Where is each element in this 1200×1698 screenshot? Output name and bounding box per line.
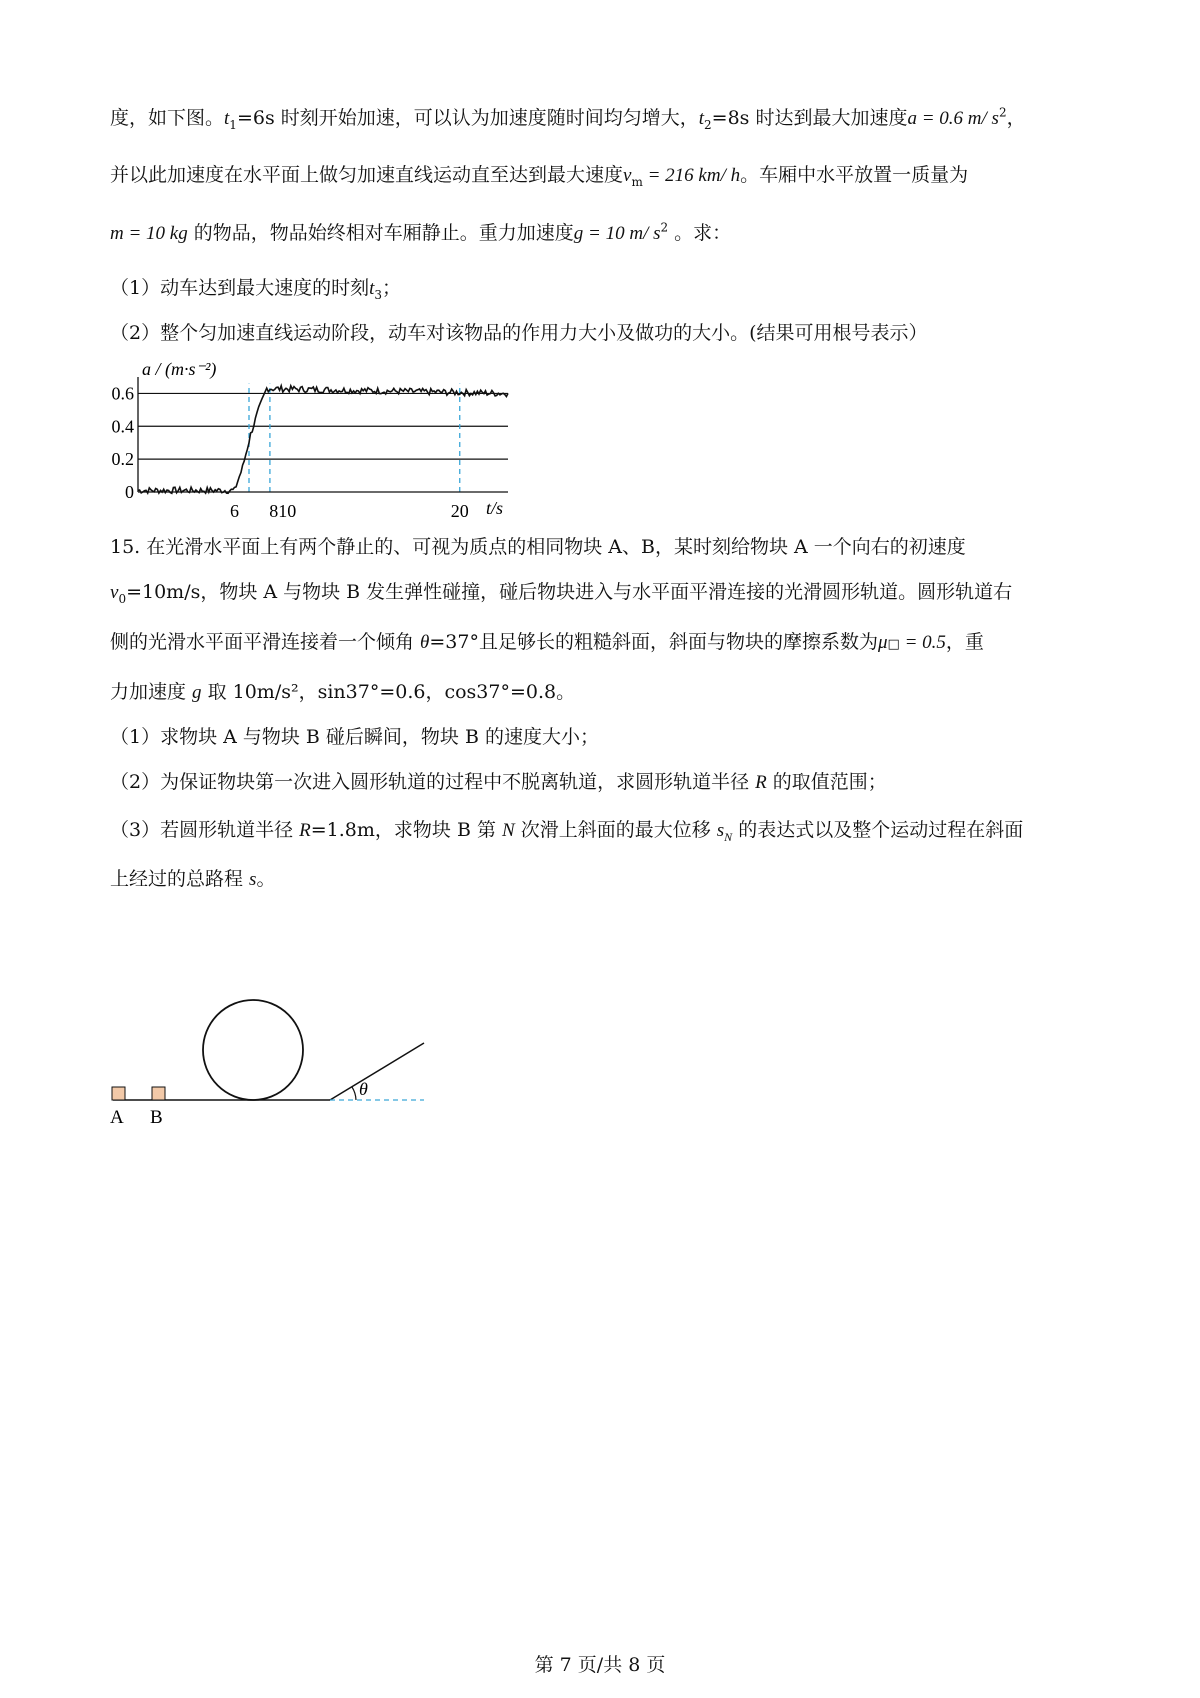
block-a xyxy=(112,1087,125,1100)
theta-label: θ xyxy=(359,1079,368,1099)
block-b-label: B xyxy=(150,1107,163,1125)
chart-gridlines xyxy=(138,393,508,459)
incline-line xyxy=(330,1043,424,1100)
acceleration-chart xyxy=(108,359,568,550)
x-tick-label: 810 xyxy=(269,501,297,521)
page-footer: 第 7 页/共 8 页 xyxy=(534,1654,666,1676)
p15-question-3-cont: 上经过的总路程 s。 xyxy=(110,868,276,890)
p15-question-3: （3）若圆形轨道半径 R=1.8m，求物块 B 第 N 次滑上斜面的最大位移 $s_N$ 的表达式以及整个运动过程在斜面 xyxy=(110,819,1024,844)
p14-line-3: m = 10 kg 的物品，物品始终相对车厢静止。重力加速度g = 10 m/ $s^2$ 。求： xyxy=(110,220,732,244)
p15-line-3: 侧的光滑水平面平滑连接着一个倾角 θ=37°且足够长的粗糙斜面，斜面与物块的摩擦系数为μ□ = 0.5，重 xyxy=(110,631,984,653)
p14-line-2: 并以此加速度在水平面上做匀加速直线运动直至达到最大速度$v_m = 216$ km/ h。车厢中水平放置一质量为 xyxy=(110,164,969,189)
p15-question-1: （1）求物块 A 与物块 B 碰后瞬间，物块 B 的速度大小； xyxy=(110,726,599,748)
p15-question-2: （2）为保证物块第一次进入圆形轨道的过程中不脱离轨道，求圆形轨道半径 R 的取值范围； xyxy=(110,771,887,793)
p15-line-1: 15. 在光滑水平面上有两个静止的、可视为质点的相同物块 A、B，某时刻给物块 A 一个向右的初速度 xyxy=(110,536,966,558)
block-b xyxy=(152,1087,165,1100)
track-diagram xyxy=(108,985,468,1125)
p14-question-1: （1）动车达到最大速度的时刻$t_3$； xyxy=(110,277,402,302)
y-tick-labels xyxy=(112,383,135,502)
x-tick-label: 6 xyxy=(230,501,240,521)
circular-track xyxy=(203,1000,303,1100)
p15-line-4: 力加速度 g 取 10m/s²，sin37°=0.6，cos37°=0.8。 xyxy=(110,681,576,703)
x-tick-labels xyxy=(230,501,469,521)
y-tick-label: 0 xyxy=(125,482,134,502)
p15-line-2: $v_0=10m/s$，物块 A 与物块 B 发生弹性碰撞，碰后物块进入与水平面平滑连接的光滑圆形轨道。圆形轨道右 xyxy=(110,581,1013,606)
chart-dashed-markers xyxy=(249,384,460,492)
acceleration-curve xyxy=(138,386,508,494)
y-tick-label: 0.2 xyxy=(111,449,134,470)
y-axis-label: a / (m·s⁻²) xyxy=(142,359,217,379)
p14-question-2: （2）整个匀加速直线运动阶段，动车对该物品的作用力大小及做功的大小。(结果可用根号表示） xyxy=(110,322,928,344)
angle-arc xyxy=(352,1087,356,1100)
y-tick-label: 0.6 xyxy=(111,383,134,404)
block-a-label: A xyxy=(110,1107,124,1125)
x-tick-label: 20 xyxy=(450,501,469,521)
x-axis-label: t/s xyxy=(486,498,504,518)
y-tick-label: 0.4 xyxy=(111,416,134,437)
p14-line-1: 度，如下图。$t_1=6s$ 时刻开始加速，可以认为加速度随时间均匀增大，$t_2=8s$ 时达到最大加速度a = 0.6 m/ $s^2$， xyxy=(110,105,1026,132)
